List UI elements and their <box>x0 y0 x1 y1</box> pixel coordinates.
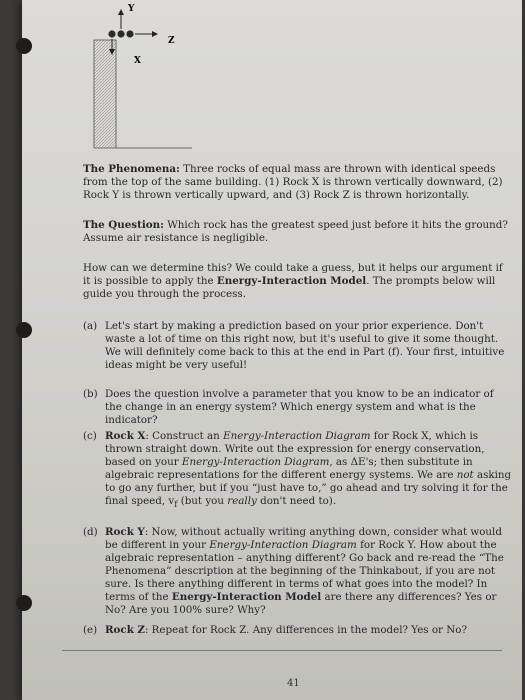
item-text <box>105 430 513 512</box>
text-run: not <box>456 469 474 481</box>
rock-y-label: Rock Y <box>105 526 145 538</box>
text-run: for Rock Y. How about the algebraic representation – anything different? Go back and re-read the “The Phenomena” description at the beginning of the Thinkabout, if you are not sure. Is there anything different in terms of what goes into the model? In terms of the <box>105 539 504 603</box>
rock-z <box>126 30 133 37</box>
phenomena-paragraph <box>83 163 513 202</box>
building-figure <box>84 0 194 150</box>
question-text: Which rock has the greatest speed just before it hits the ground? Assume air resistance is negligible. <box>83 219 508 244</box>
intro-model-name: Energy-Interaction Model <box>216 275 367 287</box>
text-run: don't need to). <box>256 495 337 507</box>
question-paragraph <box>83 219 513 245</box>
text-run: : Construct an <box>145 430 224 442</box>
text-run: are there any differences? Yes or No? Are you 100% sure? Why? <box>105 591 497 616</box>
divider <box>62 650 502 651</box>
item-label: (b) <box>83 388 98 400</box>
phenomena-label: The Phenomena: <box>83 163 180 175</box>
rock-x <box>108 30 115 37</box>
intro-text: How can we determine this? We could take a guess, but it helps our argument if it is possible to apply the <box>83 262 503 287</box>
subscript: f <box>174 500 178 511</box>
text-run: Energy-Interaction Diagram <box>209 539 357 551</box>
axis-label-z: Z <box>168 36 175 46</box>
item-text: Does the question involve a parameter that you know to be an indicator of the change in an energy system? Which energy system and what is the indicator? <box>105 388 494 426</box>
text-run: for Rock X, which is thrown straight down. Write out the expression for energy conservation, based on your <box>105 430 485 468</box>
item-label: (c) <box>83 430 97 442</box>
binder-hole <box>16 38 32 54</box>
textbook-page <box>22 0 522 700</box>
intro-paragraph <box>83 262 513 301</box>
text-run: Energy-Interaction Diagram <box>223 430 371 442</box>
item-text: Let's start by making a prediction based on your prior experience. Don't waste a lot of time on this right now, but it's useful to give it some thought. We will definitely come back to this at the end in Part (f). Your first, intuitive ideas might be very useful! <box>105 320 505 371</box>
item-label: (a) <box>83 320 98 332</box>
intro-text-end: . The prompts below will guide you through the process. <box>83 275 496 300</box>
rock-z-label: Rock Z <box>105 624 145 636</box>
text-run: Energy-Interaction Diagram <box>181 456 330 468</box>
text-run: : Now, without actually writing anything down, consider what would be different in your <box>105 526 502 551</box>
text-run: (but you <box>177 495 228 507</box>
building-diagram <box>84 0 194 150</box>
text-run: Energy-Interaction Model <box>171 591 322 603</box>
rock-y <box>117 30 124 37</box>
page-number: 41 <box>287 678 300 689</box>
binder-hole <box>16 595 32 611</box>
axis-label-x: X <box>134 56 141 66</box>
item-text <box>105 624 513 637</box>
axis-label-y: Y <box>128 4 135 14</box>
item-text <box>105 526 513 617</box>
text-run: : Repeat for Rock Z. Any differences in the model? Yes or No? <box>144 624 467 636</box>
text-run: really <box>227 495 257 507</box>
rock-x-label: Rock X <box>105 430 146 442</box>
phenomena-text: Three rocks of equal mass are thrown with identical speeds from the top of the same building. (1) Rock X is thrown vertically downward, (2) Rock Y is thrown vertically upward, and (3) Rock Z is thrown horizontally. <box>83 163 503 201</box>
question-label: The Question: <box>83 219 164 231</box>
item-label: (e) <box>83 624 98 636</box>
item-label: (d) <box>83 526 98 538</box>
text-run: asking to go any further, but if you “just have to,” go ahead and try solving it for the final speed, v <box>105 469 512 507</box>
binder-hole <box>16 322 32 338</box>
text-run: , as ΔE's; then substitute in algebraic representations for the different energy systems. We are <box>105 456 473 481</box>
